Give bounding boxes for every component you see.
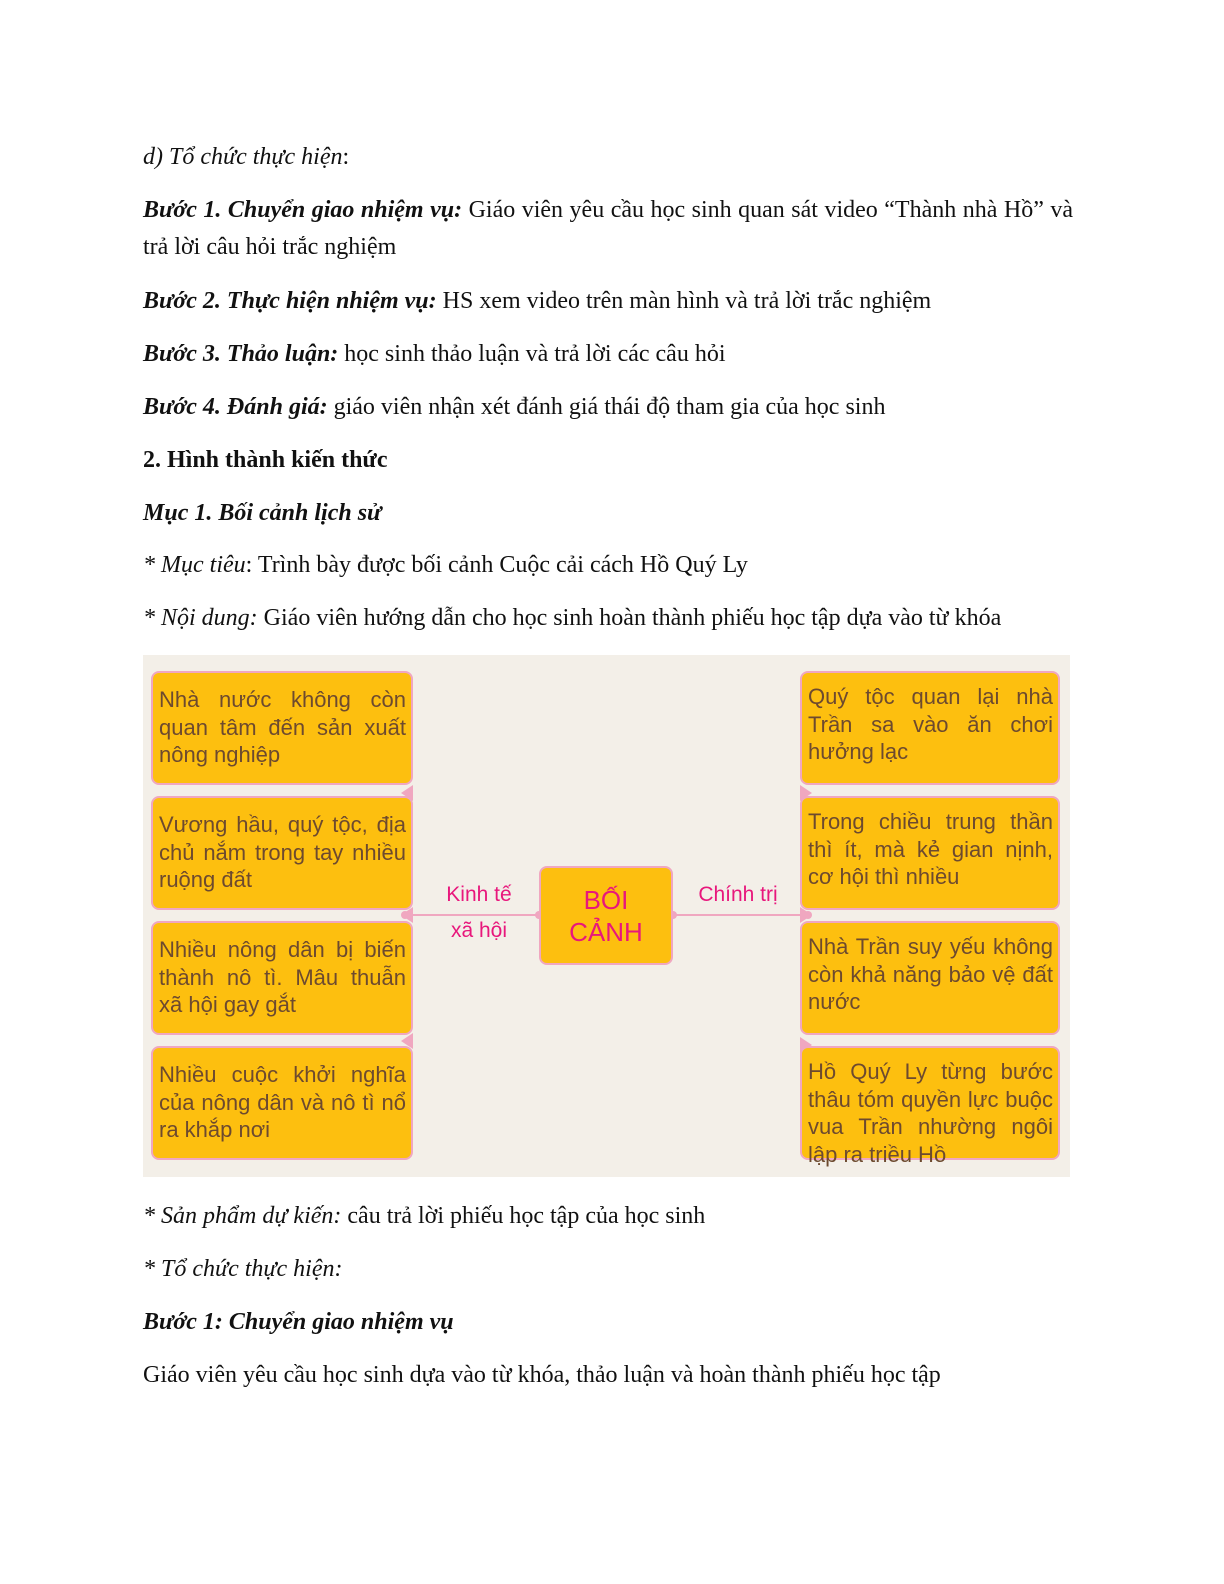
left-box-3: Nhiều nông dân bị biến thành nô tì. Mâu thuẫn xã hội gay gắt [151, 921, 413, 1035]
right-branch-label: Chính trị [698, 883, 778, 906]
right-box-2: Trong chiều trung thần thì ít, mà kẻ gian nịnh, cơ hội thì nhiều [800, 796, 1060, 910]
left-branch-label: Kinh tế xã hội [446, 883, 512, 942]
objective-text: : Trình bày được bối cảnh Cuộc cải cách Hồ Quý Ly [245, 552, 748, 578]
product-label: * Sản phẩm dự kiến: [143, 1203, 342, 1229]
step-2-label: Bước 2. Thực hiện nhiệm vụ: [143, 288, 437, 314]
right-box-1: Quý tộc quan lại nhà Trần sa vào ăn chơi hưởng lạc [800, 671, 1060, 785]
left-box-1: Nhà nước không còn quan tâm đến sản xuất nông nghiệp [151, 671, 413, 785]
step-4-paragraph [143, 389, 885, 426]
objective-paragraph [143, 547, 748, 584]
right-box-3: Nhà Trần suy yếu không còn khả năng bảo vệ đất nước [800, 921, 1060, 1035]
step-2-paragraph [143, 283, 931, 320]
step-3-paragraph [143, 336, 726, 373]
step-2-text: HS xem video trên màn hình và trả lời trắc nghiệm [436, 288, 932, 314]
product-paragraph [143, 1198, 705, 1235]
left-box-2: Vương hầu, quý tộc, địa chủ nắm trong tay nhiều ruộng đất [151, 796, 413, 910]
step-3-text: học sinh thảo luận và trả lời các câu hỏi [338, 341, 726, 367]
step-1-text: Giáo viên yêu cầu học sinh quan sát video “Thành nhà Hồ” và trả lời câu hỏi trắc nghiệm [143, 197, 1073, 260]
organization-heading: * Tổ chức thực hiện: [143, 1256, 343, 1282]
objective-label: * Mục tiêu [143, 552, 246, 578]
step-4-label: Bước 4. Đánh giá: [143, 394, 328, 420]
product-text: câu trả lời phiếu học tập của học sinh [341, 1203, 706, 1229]
section-heading: 2. Hình thành kiến thức [143, 447, 388, 473]
step-1-paragraph [143, 192, 1073, 266]
context-mindmap [143, 655, 1070, 1177]
step-1-description: Giáo viên yêu cầu học sinh dựa vào từ khóa, thảo luận và hoàn thành phiếu học tập [143, 1362, 941, 1388]
left-box-4: Nhiều cuộc khởi nghĩa của nông dân và nô tì nổ ra khắp nơi [151, 1046, 413, 1160]
content-label: * Nội dung: [143, 605, 258, 631]
step-1-label: Bước 1. Chuyển giao nhiệm vụ: [143, 197, 463, 223]
subsection-heading: Mục 1. Bối cảnh lịch sử [143, 500, 382, 526]
right-box-4: Hồ Quý Ly từng bước thâu tóm quyền lực buộc vua Trần nhường ngôi lập ra triều Hồ [800, 1046, 1060, 1160]
content-paragraph [143, 600, 1001, 637]
center-node: BỐI CẢNH [539, 866, 673, 965]
step-1-heading: Bước 1: Chuyển giao nhiệm vụ [143, 1309, 454, 1335]
content-text: Giáo viên hướng dẫn cho học sinh hoàn thành phiếu học tập dựa vào từ khóa [257, 605, 1002, 631]
step-4-text: giáo viên nhận xét đánh giá thái độ tham gia của học sinh [327, 394, 886, 420]
step-heading-text: d) Tổ chức thực hiện [143, 144, 343, 170]
step-3-label: Bước 3. Thảo luận: [143, 341, 339, 367]
step-heading: d) Tổ chức thực hiện: [143, 144, 350, 170]
